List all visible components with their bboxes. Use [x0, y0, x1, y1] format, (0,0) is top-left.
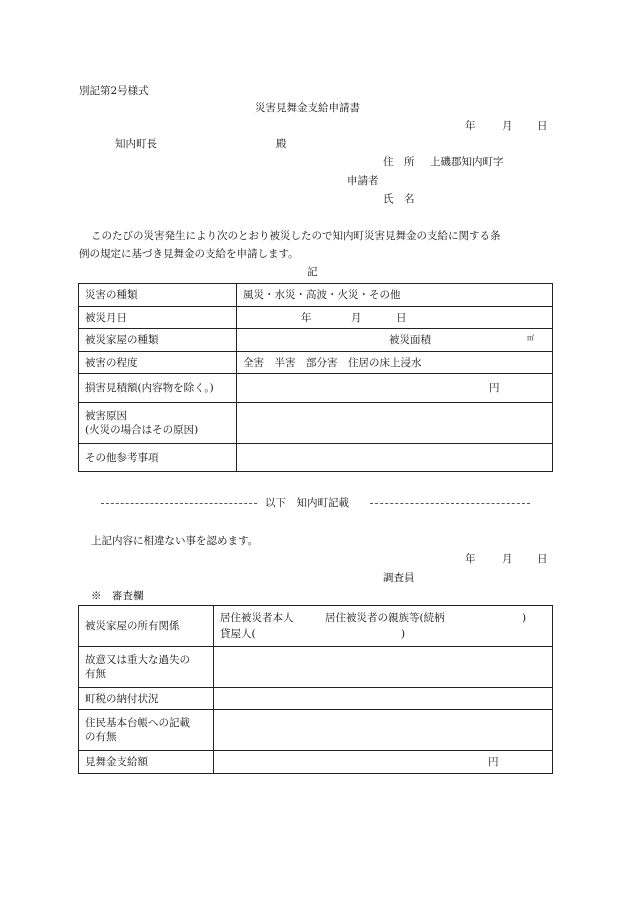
area-unit: ㎡ [527, 334, 534, 342]
tax-field[interactable] [214, 688, 553, 710]
ownership-line-1: 居住被災者本人 居住被災者の親族等(続柄 [220, 612, 445, 624]
row-cause [79, 403, 553, 444]
area-label: 被災面積 [389, 334, 431, 346]
confirm-text: 上記内容に相違ない事を認めます。 [91, 535, 259, 547]
disaster-date-day: 日 [396, 311, 407, 324]
ownership-landlord-close: ) [401, 628, 406, 640]
payment-field[interactable] [214, 751, 553, 774]
row-tax [79, 688, 553, 710]
form-title: 災害見舞金支給申請書 [255, 102, 360, 114]
separator-line-right [370, 503, 530, 504]
separator-text: 以下 知内町記載 [265, 497, 349, 509]
damage-label: 被害の程度 [79, 352, 237, 374]
confirm-date-month: 月 [502, 553, 513, 565]
damage-options[interactable]: 全害 半害 部分害 住居の床上浸水 [237, 352, 553, 374]
row-payment [79, 751, 553, 774]
applicant-address-label: 住 所 [383, 156, 415, 168]
row-disaster-date [79, 307, 553, 329]
row-loss [79, 374, 553, 403]
registry-field[interactable] [214, 710, 553, 751]
registry-label-line-2: の有無 [85, 731, 117, 743]
row-registry [79, 710, 553, 751]
payment-label: 見舞金支給額 [79, 751, 214, 774]
form-number: 別記第2号様式 [79, 85, 149, 97]
house-type-field[interactable] [237, 329, 553, 352]
negligence-label [79, 647, 214, 688]
other-field[interactable] [237, 444, 553, 472]
application-table [78, 283, 553, 472]
applicant-role-label: 申請者 [347, 175, 379, 187]
confirm-date-day: 日 [537, 553, 548, 565]
investigator-label: 調査員 [383, 572, 415, 584]
negligence-field[interactable] [214, 647, 553, 688]
date-year-label: 年 [465, 120, 476, 132]
disaster-date-year: 年 [301, 311, 312, 324]
applicant-address-value: 上磯郡知内町字 [430, 156, 504, 168]
applicant-name-label: 氏 名 [383, 193, 415, 205]
confirm-date-year: 年 [465, 553, 476, 565]
row-disaster-type [79, 284, 553, 307]
registry-label [79, 710, 214, 751]
house-type-label: 被災家屋の種類 [79, 329, 237, 352]
date-month-label: 月 [502, 120, 513, 132]
row-damage [79, 352, 553, 374]
body-text-line-1: このたびの災害発生により次のとおり被災したので知内町災害見舞金の支給に関する条 [91, 230, 501, 242]
body-text-line-2: 例の規定に基づき見舞金の支給を申請します。 [79, 248, 299, 260]
ownership-line-2: 貸屋人( [220, 628, 256, 640]
ki-label: 記 [307, 266, 318, 278]
cause-label [79, 403, 237, 444]
ownership-label: 被災家屋の所有関係 [79, 606, 214, 647]
ownership-field[interactable] [214, 606, 553, 647]
row-other [79, 444, 553, 472]
loss-yen: 円 [489, 382, 500, 394]
negligence-label-line-2: 有無 [85, 668, 106, 680]
disaster-date-month: 月 [351, 311, 362, 324]
disaster-date-field[interactable] [237, 307, 553, 329]
disaster-type-label: 災害の種類 [79, 284, 237, 307]
separator-line-left [101, 503, 257, 504]
loss-label: 損害見積額(内容物を除く。) [79, 374, 237, 403]
ownership-relation-close: ) [522, 612, 527, 624]
review-label: ※ 審査欄 [91, 590, 144, 602]
cause-label-line-2: (火災の場合はその原因) [85, 424, 199, 436]
payment-yen: 円 [488, 756, 499, 768]
honorific: 殿 [276, 138, 287, 150]
negligence-label-line-1: 故意又は重大な過失の [85, 654, 190, 666]
disaster-date-label: 被災月日 [79, 307, 237, 329]
row-house-type [79, 329, 553, 352]
row-negligence [79, 647, 553, 688]
cause-field[interactable] [237, 403, 553, 444]
date-day-label: 日 [537, 120, 548, 132]
disaster-type-options[interactable]: 風災・水災・高波・火災・その他 [237, 284, 553, 307]
loss-field[interactable] [237, 374, 553, 403]
cause-label-line-1: 被害原因 [85, 410, 127, 422]
review-table [78, 605, 553, 774]
tax-label: 町税の納付状況 [79, 688, 214, 710]
row-ownership [79, 606, 553, 647]
other-label: その他参考事項 [79, 444, 237, 472]
addressee: 知内町長 [115, 138, 157, 150]
registry-label-line-1: 住民基本台帳への記載 [85, 717, 190, 729]
